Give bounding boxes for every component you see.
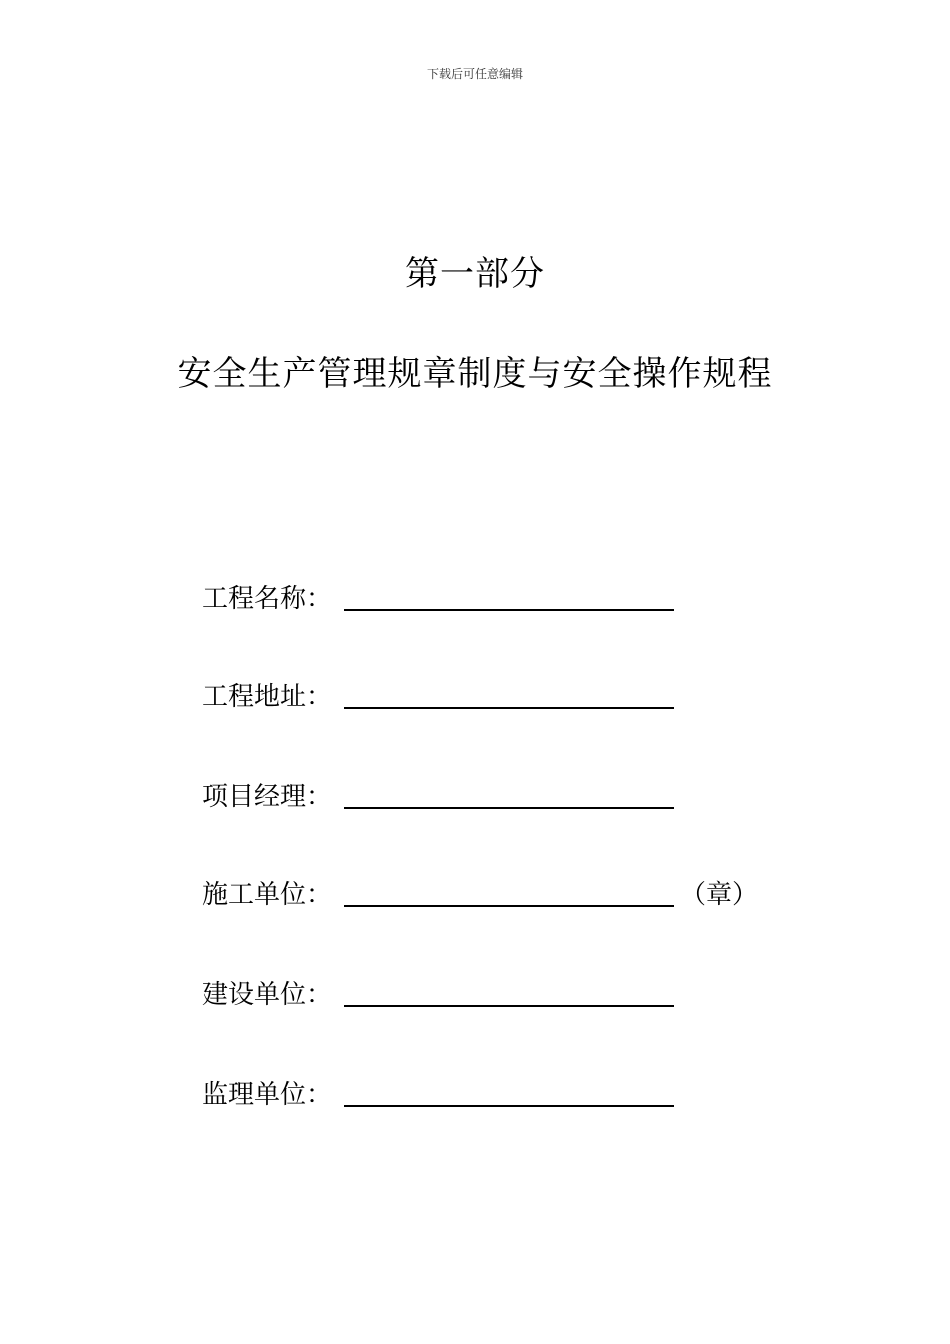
project-manager-blank-line[interactable] bbox=[344, 807, 674, 809]
owner-unit-label: 建设单位： bbox=[202, 980, 333, 1010]
form-row-project-manager bbox=[202, 774, 674, 814]
owner-unit-blank-line[interactable] bbox=[344, 1005, 674, 1007]
construction-unit-label: 施工单位： bbox=[202, 880, 333, 910]
construction-unit-blank-line[interactable] bbox=[344, 905, 674, 907]
form-row-supervision-unit bbox=[202, 1072, 674, 1112]
header-note: 下载后可任意编辑 bbox=[426, 67, 523, 81]
supervision-unit-blank-line[interactable] bbox=[344, 1105, 674, 1107]
form-row-project-address bbox=[202, 674, 674, 714]
project-manager-label: 项目经理： bbox=[202, 782, 333, 812]
supervision-unit-label: 监理单位： bbox=[202, 1080, 333, 1110]
seal-note: （章） bbox=[680, 880, 759, 910]
document-title: 安全生产管理规章制度与安全操作规程 bbox=[177, 354, 773, 394]
form-row-owner-unit bbox=[202, 972, 674, 1012]
form-row-construction-unit bbox=[202, 872, 758, 912]
project-name-blank-line[interactable] bbox=[344, 609, 674, 611]
project-address-blank-line[interactable] bbox=[344, 707, 674, 709]
form-row-project-name bbox=[202, 576, 674, 616]
part-title: 第一部分 bbox=[405, 254, 545, 294]
project-address-label: 工程地址： bbox=[202, 682, 333, 712]
project-name-label: 工程名称： bbox=[202, 584, 333, 614]
